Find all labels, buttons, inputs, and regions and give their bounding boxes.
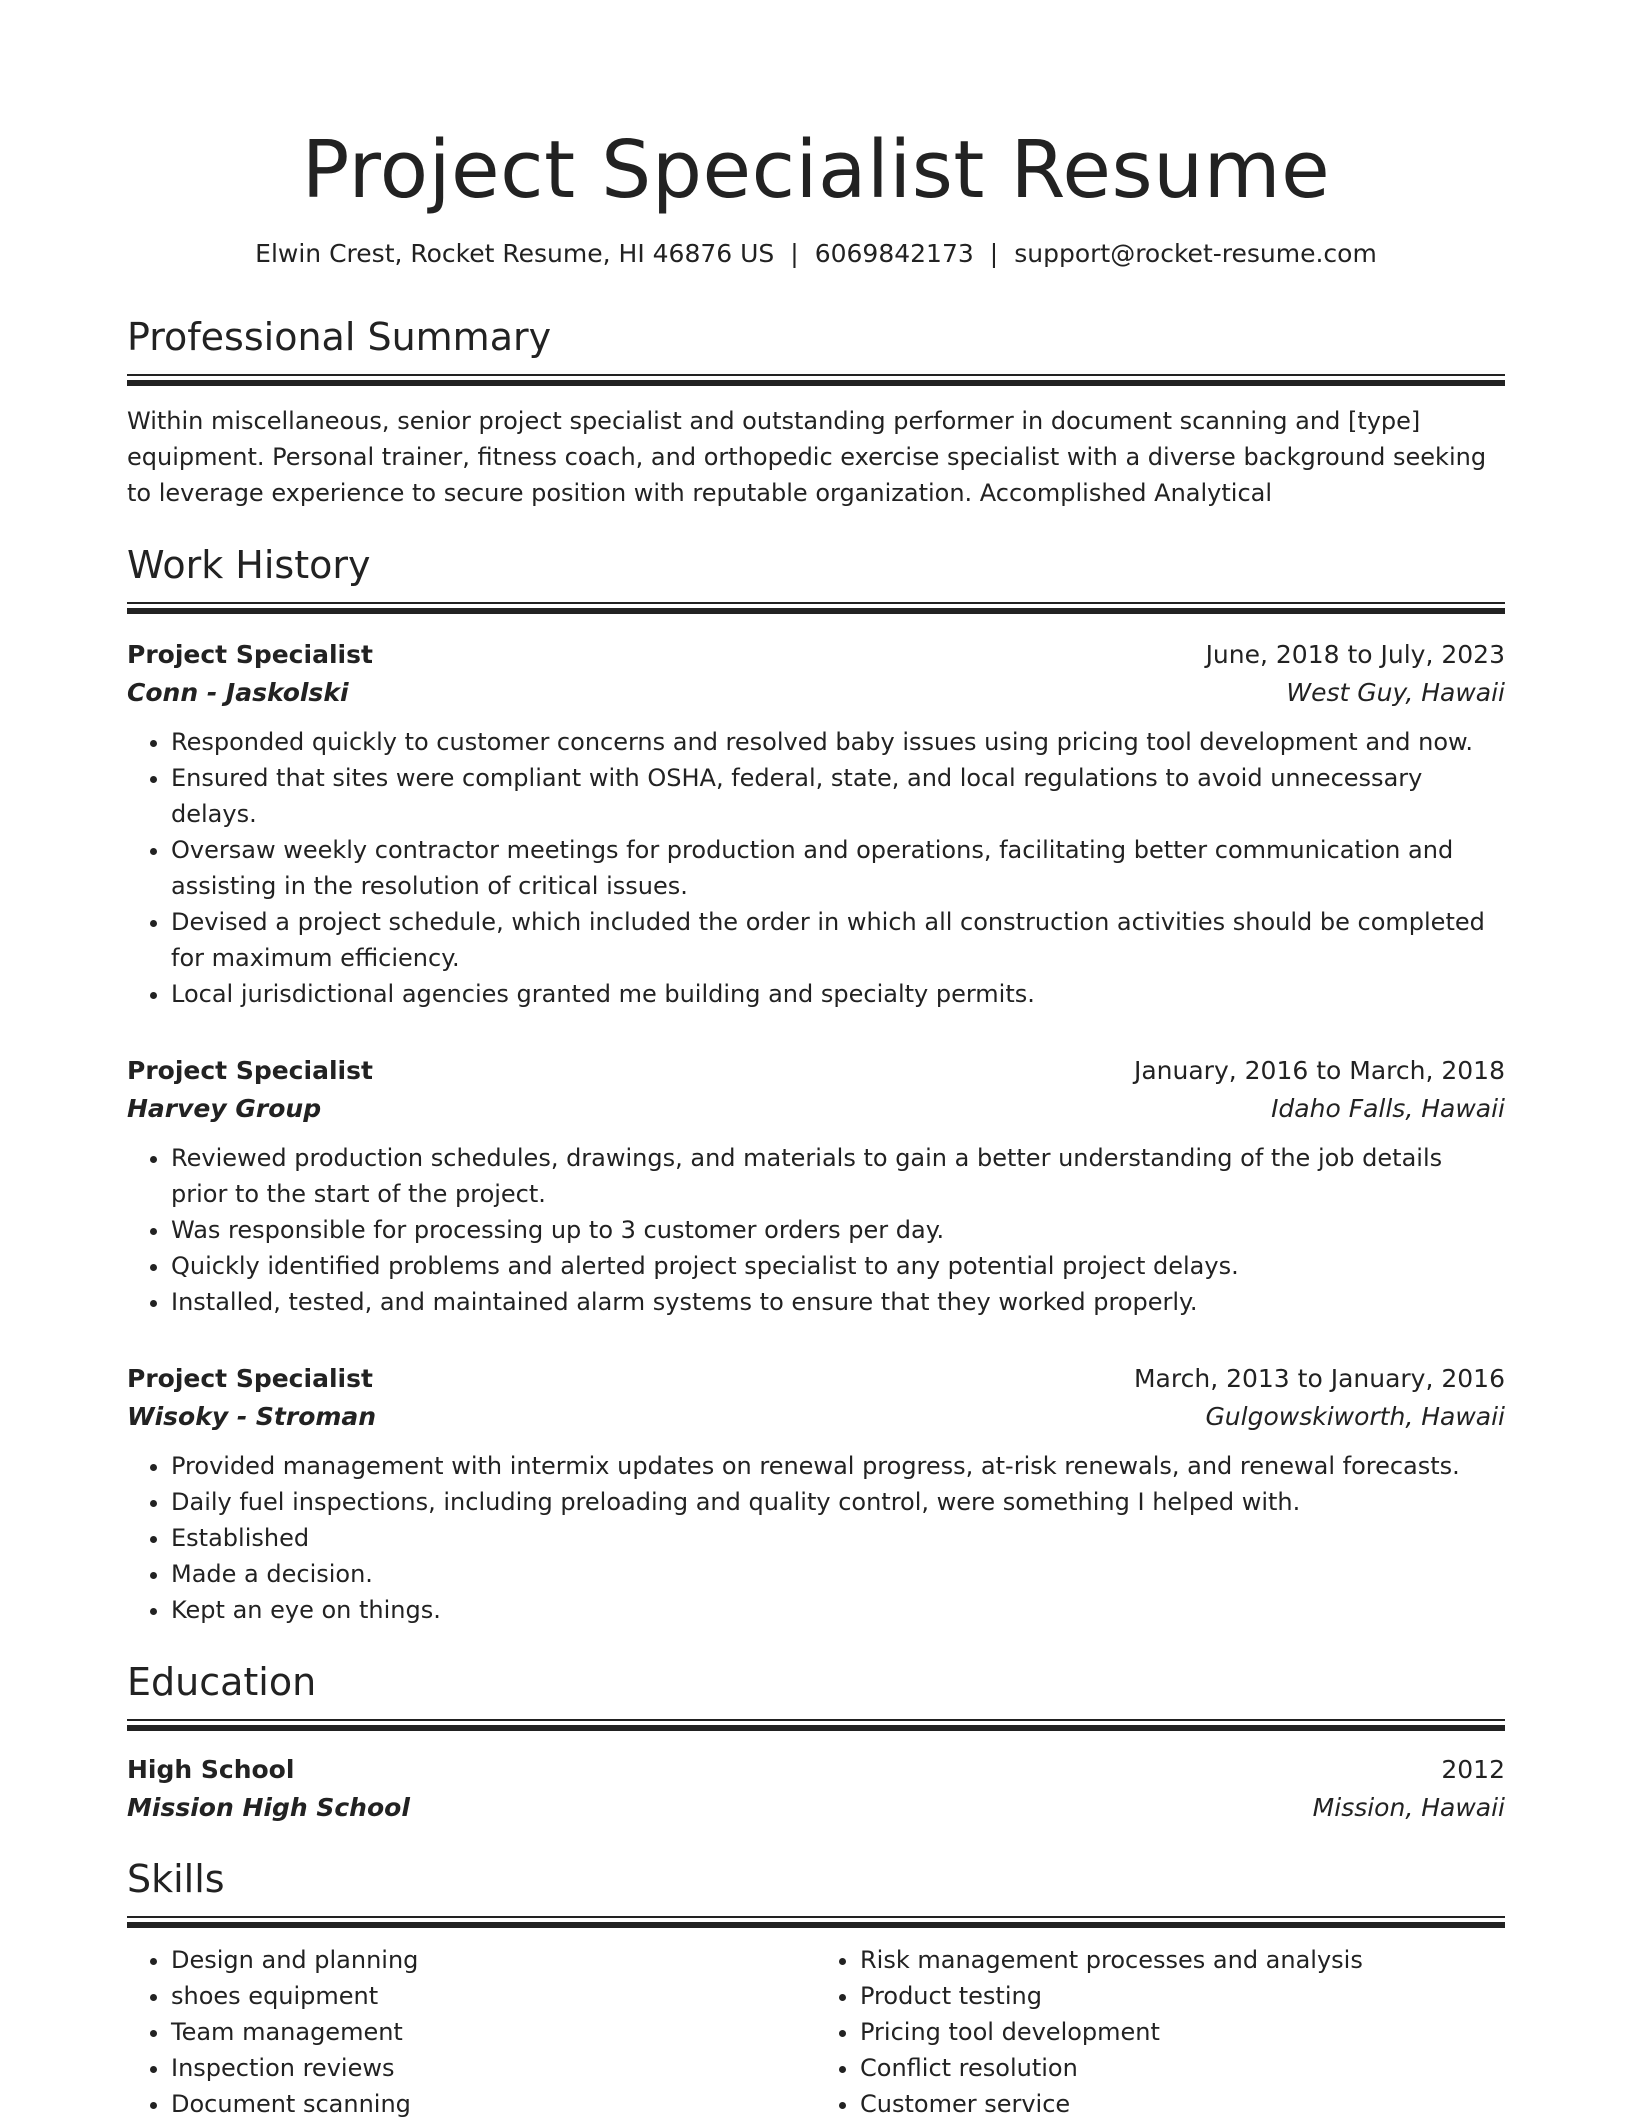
job-bullets: [127, 1140, 1505, 1320]
skills-list-left: [127, 1942, 816, 2122]
list-item: • Devised a project schedule, which included the order in which all construction activities should be completed for maximum efficiency.: [171, 904, 1505, 976]
contact-email: support@rocket-resume.com: [1014, 239, 1377, 268]
job-dates: March, 2013 to January, 2016: [1133, 1364, 1505, 1393]
summary-text: Within miscellaneous, senior project specialist and outstanding performer in document scanning and [type] equipment. Personal trainer, fitness coach, and orthopedic exercise specialist with a diverse background seeking to leverage experience to secure position with reputable organization. Accomplished Analytical: [127, 407, 1487, 507]
job-header-row: [127, 1052, 1505, 1090]
contact-address: Elwin Crest, Rocket Resume, HI 46876 US: [255, 239, 775, 268]
job-company-row: [127, 1090, 1505, 1128]
education-degree: High School: [127, 1755, 295, 1784]
contact-separator: |: [790, 239, 799, 268]
list-item: • Design and planning: [171, 1942, 816, 1978]
job-title: Project Specialist: [127, 1056, 373, 1085]
education-entry: [127, 1751, 1505, 1827]
section-heading-summary: Professional Summary: [127, 315, 552, 359]
section-divider: [127, 602, 1505, 614]
list-item: • Document scanning: [171, 2086, 816, 2122]
education-header-row: [127, 1751, 1505, 1789]
job-company-row: [127, 1398, 1505, 1436]
education-section: [127, 1660, 1505, 1827]
skills-section: [127, 1857, 1505, 2122]
list-item: • Oversaw weekly contractor meetings for production and operations, facilitating better communication and assisting in the resolution of critical issues.: [171, 832, 1505, 904]
section-divider: [127, 1916, 1505, 1928]
section-divider: [127, 1719, 1505, 1731]
job-bullets: [127, 1448, 1505, 1628]
education-year: 2012: [1441, 1755, 1505, 1784]
list-item: • Established: [171, 1520, 1505, 1556]
list-item: • Conflict resolution: [860, 2050, 1505, 2086]
job-entry: [127, 1360, 1505, 1628]
list-item: • Daily fuel inspections, including preloading and quality control, were something I helped with.: [171, 1484, 1505, 1520]
job-location: Gulgowskiworth, Hawaii: [1205, 1402, 1505, 1431]
section-divider: [127, 374, 1505, 386]
skills-columns: [127, 1942, 1505, 2122]
job-location: Idaho Falls, Hawaii: [1271, 1094, 1505, 1123]
list-item: • Product testing: [860, 1978, 1505, 2014]
list-item: • Installed, tested, and maintained alarm systems to ensure that they worked properly.: [171, 1284, 1505, 1320]
section-heading-work-history: Work History: [127, 543, 371, 587]
list-item: • Pricing tool development: [860, 2014, 1505, 2050]
job-company-row: [127, 674, 1505, 712]
list-item: • Local jurisdictional agencies granted me building and specialty permits.: [171, 976, 1505, 1012]
job-header-row: [127, 636, 1505, 674]
work-history-section: [127, 543, 1505, 1628]
job-company: Wisoky - Stroman: [127, 1402, 377, 1431]
list-item: • Quickly identified problems and alerted project specialist to any potential project delays.: [171, 1248, 1505, 1284]
job-header-row: [127, 1360, 1505, 1398]
list-item: • Team management: [171, 2014, 816, 2050]
contact-separator: |: [989, 239, 999, 268]
education-school: Mission High School: [127, 1793, 410, 1822]
summary-section: [127, 315, 1505, 511]
job-bullets: [127, 724, 1505, 1012]
education-school-row: [127, 1789, 1505, 1827]
contact-phone: 6069842173: [814, 239, 974, 268]
job-location: West Guy, Hawaii: [1286, 678, 1505, 707]
education-location: Mission, Hawaii: [1312, 1793, 1505, 1822]
list-item: • Responded quickly to customer concerns and resolved baby issues using pricing tool development and now.: [171, 724, 1505, 760]
job-entry: [127, 1052, 1505, 1320]
list-item: • Customer service: [860, 2086, 1505, 2122]
list-item: • shoes equipment: [171, 1978, 816, 2014]
job-entry: [127, 636, 1505, 1012]
section-heading-education: Education: [127, 1660, 317, 1704]
list-item: • Kept an eye on things.: [171, 1592, 1505, 1628]
job-dates: June, 2018 to July, 2023: [1205, 640, 1505, 669]
contact-line: [127, 237, 1505, 271]
resume-title: Project Specialist Resume: [301, 124, 1331, 216]
job-title: Project Specialist: [127, 640, 373, 669]
list-item: • Made a decision.: [171, 1556, 1505, 1592]
skills-list-right: [816, 1942, 1505, 2122]
list-item: • Ensured that sites were compliant with OSHA, federal, state, and local regulations to avoid unnecessary delays.: [171, 760, 1505, 832]
list-item: • Was responsible for processing up to 3 customer orders per day.: [171, 1212, 1505, 1248]
list-item: • Risk management processes and analysis: [860, 1942, 1505, 1978]
job-company: Conn - Jaskolski: [127, 678, 349, 707]
list-item: • Reviewed production schedules, drawings, and materials to gain a better understanding of the job details prior to the start of the project.: [171, 1140, 1505, 1212]
job-title: Project Specialist: [127, 1364, 373, 1393]
job-dates: January, 2016 to March, 2018: [1133, 1056, 1505, 1085]
job-company: Harvey Group: [127, 1094, 322, 1123]
list-item: • Provided management with intermix updates on renewal progress, at-risk renewals, and renewal forecasts.: [171, 1448, 1505, 1484]
section-heading-skills: Skills: [127, 1857, 225, 1901]
list-item: • Inspection reviews: [171, 2050, 816, 2086]
